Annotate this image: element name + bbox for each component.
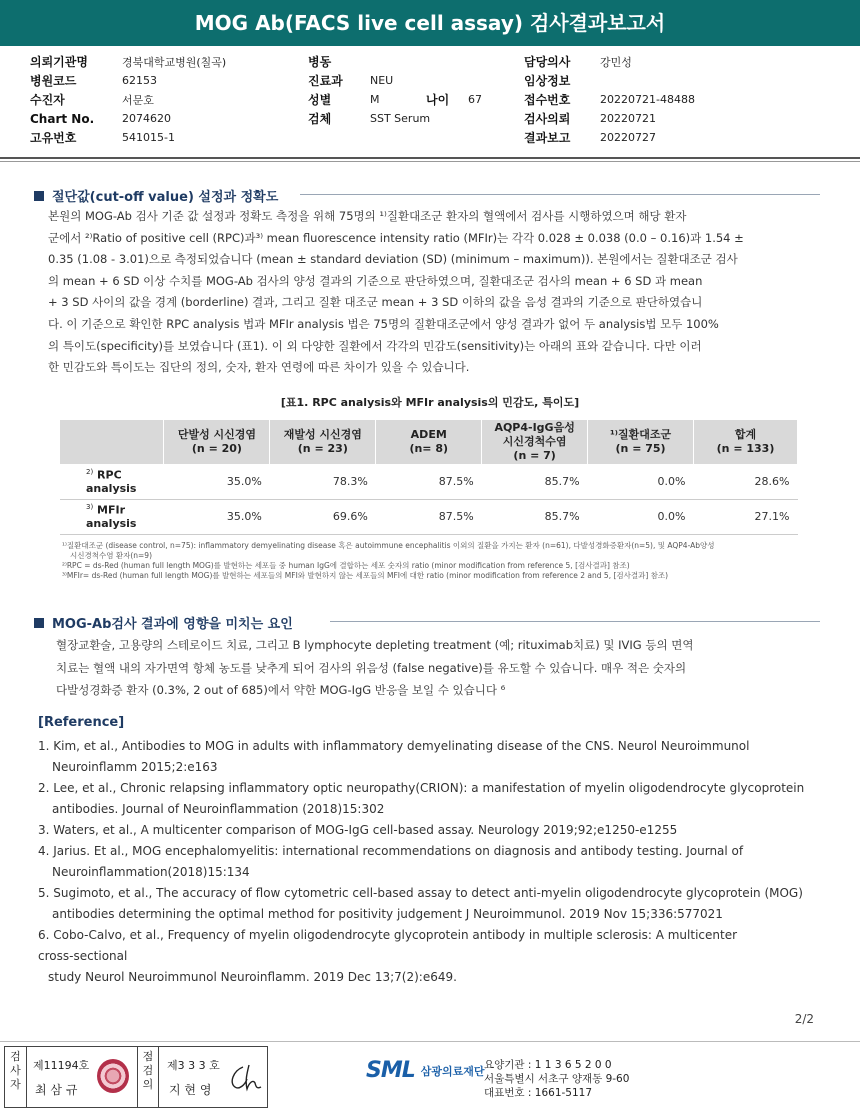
examiner-license: 제11194호: [33, 1059, 90, 1072]
section-title: 절단값(cut-off value) 설정과 정확도: [52, 190, 279, 205]
seal-stamp: [97, 1059, 129, 1093]
signature-box: [4, 1046, 268, 1108]
clinical-label: 임상정보: [524, 74, 571, 88]
column-header: ADEM (n= 8): [376, 420, 482, 464]
column-header: ¹⁾질환대조군 (n = 75): [588, 420, 694, 464]
code-label: 병원코드: [30, 74, 77, 88]
section-cutoff-heading: [34, 186, 278, 205]
column-header: 합계 (n = 133): [694, 420, 798, 464]
lab-logo: [366, 1058, 485, 1083]
report-date-label: 결과보고: [524, 131, 571, 145]
table-footnotes: ¹⁾질환대조군 (disease control, n=75): inflammatory demyelinating disease 혹은 autoimmune encephalitis 이외의 질환을 가지는 환자 (n=61), 다발성경화증환자(n=5), 및 AQP4-Ab양성 시신경척수염 환자(n=9) ²⁾RPC = ds-Red (human full length MOG)를 발현하는 세포들 중 human IgG에 결합하는 세포 숫자의 ratio (minor modification from reference 5, [검사결과] 참조) ³⁾MFIr= ds-Red (human full length MOG)를 발현하는 세포들의 MFI와 발현하지 않는 세포들의 MFI에 대한 ratio (minor modification from reference 2 and 5, [검사결과] 참조): [62, 541, 715, 580]
column-header: AQP4-IgG음성 시신경척수염 (n = 7): [482, 420, 588, 464]
age-label: 나이: [426, 93, 450, 107]
column-header: 재발성 시신경염 (n = 23): [270, 420, 376, 464]
sex-label: 성별: [308, 93, 332, 107]
patient-info: [30, 52, 830, 147]
divider: [0, 1041, 860, 1042]
receipt-value: 20220721-48488: [600, 93, 695, 106]
patient-value: 서문호: [122, 93, 154, 107]
table-row: $^{2)}$ RPC analysis 35.0% 78.3% 87.5% 85.7% 0.0% 28.6%: [60, 464, 798, 499]
hospital-value: 경북대학교병원(칠곡): [122, 55, 227, 69]
divider: [330, 621, 820, 622]
square-bullet-icon: [34, 618, 44, 628]
divider: [0, 161, 860, 162]
list-item: 3. Waters, et al., A multicenter comparison of MOG-IgG cell-based assay. Neurology 2019;92;e1250-e1255: [38, 823, 678, 837]
lab-name: 삼광의료재단: [420, 1064, 485, 1078]
doctor-label: 담당의사: [524, 55, 571, 69]
doctor-value: 강민성: [600, 55, 632, 69]
hospital-label: 의뢰기관명: [30, 55, 88, 69]
reference-title: [Reference]: [38, 715, 125, 730]
list-item: 5. Sugimoto, et al., The accuracy of flow cytometric cell-based assay to detect anti-myelin oligodendrocyte glycoprotein (MOG) antibodies determining the optimal method for positivity judgement J Neuroimmunol. 2019 Nov 15;336:577021: [38, 886, 803, 921]
cutoff-paragraph: 본원의 MOG-Ab 검사 기준 값 설정과 정확도 측정을 위해 75명의 ¹⁾질환대조군 환자의 혈액에서 검사를 시행하였으며 해당 환자 군에서 ²⁾Ratio of positive cell (RPC)과³⁾ mean fluorescence intensity ratio (MFIr)는 각각 0.028 ± 0.038 (0.0 – 0.16)과 1.54 ± 0.35 (1.08 - 3.01)으로 측정되었습니다 (mean ± standard deviation (SD) (minimum – maximum)). 본원에서는 질환대조군 검사 의 mean + 6 SD 이상 수치를 MOG-Ab 검사의 양성 결과의 기준으로 판단하였으며, 질환대조군 검사의 mean + 6 SD 과 mean + 3 SD 사이의 값을 경계 (borderline) 결과, 그리고 질환 대조군 mean + 3 SD 이하의 값을 음성 결과의 기준으로 판단하였습니 다. 이 기준으로 확인한 RPC analysis 법과 MFIr analysis 법은 75명의 질환대조군에서 양성 결과가 없어 두 analysis법 모두 100% 의 특이도(specificity)를 보였습니다 (표1). 이 외 다양한 질환에서 각각의 민감도(sensitivity)는 아래의 표와 같습니다. 다만 이러 한 민감도와 특이도는 집단의 정의, 숫자, 환자 연령에 따른 차이가 있을 수 있습니다.: [48, 209, 744, 375]
report-title: MOG Ab(FACS live cell assay) 검사결과보고서: [0, 0, 860, 46]
receipt-label: 접수번호: [524, 93, 571, 107]
list-item: 6. Cobo-Calvo, et al., Frequency of myelin oligodendrocyte glycoprotein antibody in multiple sclerosis: A multicenter cross-sectional: [38, 928, 738, 963]
sensitivity-table: [60, 420, 798, 535]
handwritten-signature: [227, 1063, 265, 1093]
chart-label: Chart No.: [30, 111, 95, 126]
examiner-vertical-label: 검 사 자: [5, 1047, 27, 1107]
uid-label: 고유번호: [30, 131, 77, 145]
list-item: 1. Kim, et al., Antibodies to MOG in adults with inflammatory demyelinating disease of the CNS. Neurol Neuroimmunol Neuroinflamm 2015;2:e163: [38, 739, 750, 774]
list-item: 4. Jarius. Et al., MOG encephalomyelitis: international recommendations on diagnosis and antibody testing. Journal of Neuroinflammation(2018)15:134: [38, 844, 744, 879]
patient-label: 수진자: [30, 93, 65, 107]
specimen-value: SST Serum: [370, 112, 431, 125]
page-number: 2/2: [794, 1012, 814, 1026]
section-title: MOG-Ab검사 결과에 영향을 미치는 요인: [52, 617, 293, 632]
section-factors-heading: [34, 613, 293, 632]
list-item: 2. Lee, et al., Chronic relapsing inflammatory optic neuropathy(CRION): a manifestation of myelin oligodendrocyte glycoprotein antibodies. Journal of Neuroinflammation (2018)15:302: [38, 781, 805, 816]
dept-label: 진료과: [308, 74, 343, 88]
sex-value: M: [370, 93, 380, 106]
table-row: $^{3)}$ MFIr analysis 35.0% 69.6% 87.5% 85.7% 0.0% 27.1%: [60, 499, 798, 534]
sml-logo: SML: [366, 1058, 415, 1083]
code-value: 62153: [122, 74, 157, 87]
divider: [300, 194, 820, 195]
dept-value: NEU: [370, 74, 394, 87]
specimen-label: 검체: [308, 112, 332, 126]
reviewer-vertical-label: 점 검 의: [137, 1047, 159, 1107]
request-date-value: 20220721: [600, 112, 656, 125]
divider: [0, 157, 860, 159]
column-header: 단발성 시신경염 (n = 20): [164, 420, 270, 464]
reference-list: [38, 736, 818, 988]
list-item: study Neurol Neuroimmunol Neuroinflamm. 2019 Dec 13;7(2):e649.: [48, 970, 457, 984]
age-value: 67: [468, 93, 482, 106]
uid-value: 541015-1: [122, 131, 175, 144]
table-caption: [표1. RPC analysis와 MFIr analysis의 민감도, 특이도]: [280, 396, 580, 409]
report-date-value: 20220727: [600, 131, 656, 144]
examiner-name: 최 삼 규: [35, 1083, 78, 1097]
reviewer-name: 지 현 영: [169, 1083, 212, 1097]
factors-paragraph: 혈장교환술, 고용량의 스테로이드 치료, 그리고 B lymphocyte depleting treatment (예; rituximab치료) 및 IVIG 등의 면역 치료는 혈액 내의 자가면역 항체 농도를 낮추게 되어 검사의 위음성 (false negative)를 유도할 수 있습니다. 매우 적은 숫자의 다발성경화증 환자 (0.3%, 2 out of 685)에서 약한 MOG-IgG 반응을 보일 수 있습니다 ⁶: [56, 638, 694, 697]
request-date-label: 검사의뢰: [524, 112, 571, 126]
square-bullet-icon: [34, 191, 44, 201]
lab-address: 요양기관 : 1 1 3 6 5 2 0 0 서울특별시 서초구 양재동 9-60 대표번호 : 1661-5117: [484, 1059, 630, 1099]
ward-label: 병동: [308, 55, 332, 69]
reviewer-license: 제3 3 3 호: [167, 1059, 220, 1072]
chart-value: 2074620: [122, 112, 171, 125]
